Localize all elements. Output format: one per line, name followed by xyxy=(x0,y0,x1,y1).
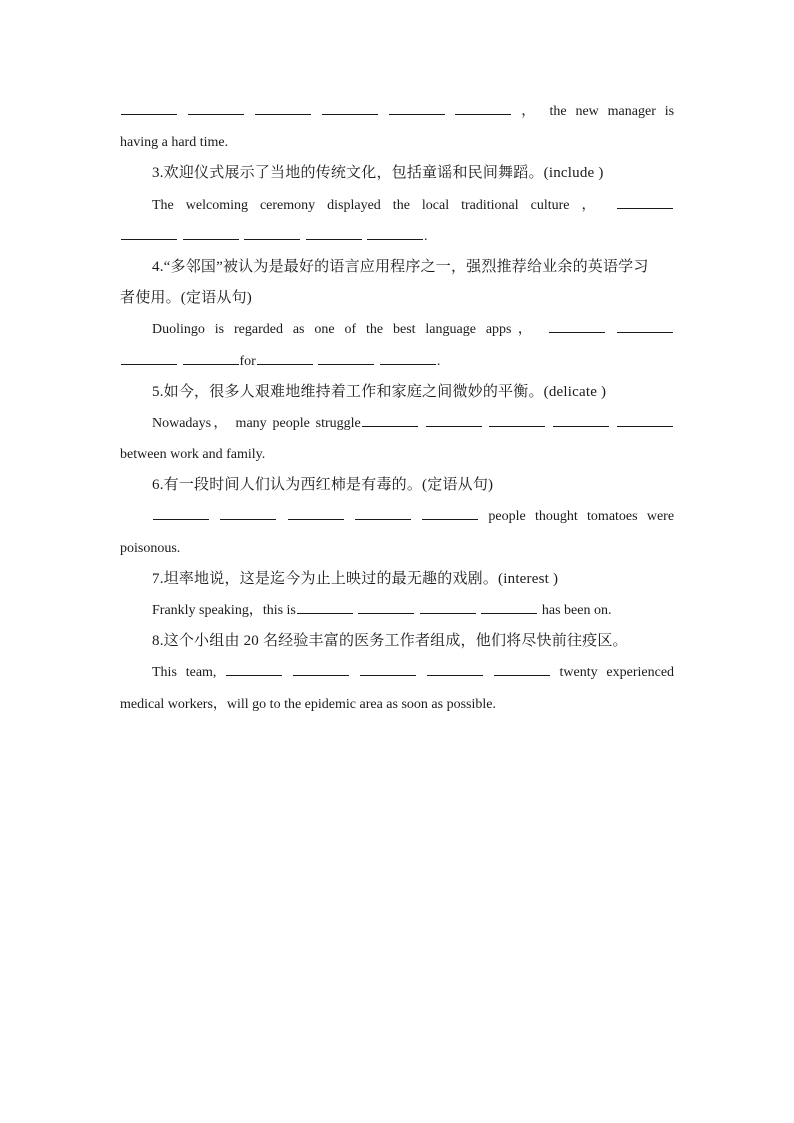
answer-blank[interactable] xyxy=(121,238,177,240)
answer-blank[interactable] xyxy=(427,674,483,676)
q2-answer-line xyxy=(120,96,674,127)
sentence-text: Frankly speaking，this is xyxy=(152,603,296,618)
answer-blank[interactable] xyxy=(420,612,476,614)
q4-answer-line xyxy=(120,314,674,345)
q6-answer-line xyxy=(120,501,674,532)
q3-answer-line xyxy=(120,190,674,221)
q4-answer-line-2 xyxy=(120,346,674,377)
sentence-comma: ， xyxy=(521,104,541,119)
q5-prompt: 5.如今，很多人艰难地维持着工作和家庭之间微妙的平衡。(delicate ) xyxy=(152,383,607,400)
answer-blank[interactable] xyxy=(489,425,545,427)
answer-blank[interactable] xyxy=(257,363,313,365)
answer-blank[interactable] xyxy=(617,425,673,427)
sentence-text: for xyxy=(239,353,256,369)
answer-blank[interactable] xyxy=(355,518,411,520)
sentence-text: Duolingo is regarded as one of the best language apps， xyxy=(152,322,539,338)
q7-answer-line xyxy=(120,595,674,626)
answer-blank[interactable] xyxy=(244,238,300,240)
answer-blank[interactable] xyxy=(481,612,537,614)
q3-prompt: 3.欢迎仪式展示了当地的传统文化，包括童谣和民间舞蹈。(include ) xyxy=(152,165,604,182)
answer-blank[interactable] xyxy=(297,612,353,614)
sentence-period: . xyxy=(424,228,428,244)
answer-blank[interactable] xyxy=(362,425,418,427)
sentence-text: poisonous. xyxy=(120,540,181,556)
answer-blank[interactable] xyxy=(455,113,511,115)
q2-answer-line-2 xyxy=(120,127,674,158)
answer-blank[interactable] xyxy=(153,518,209,520)
sentence-text: twenty experienced xyxy=(559,665,675,681)
q5-answer-line-2 xyxy=(120,439,674,470)
sentence-text: has been on. xyxy=(541,603,612,618)
answer-blank[interactable] xyxy=(226,674,282,676)
sentence-text: between work and family. xyxy=(120,447,266,463)
answer-blank[interactable] xyxy=(380,363,436,365)
answer-blank[interactable] xyxy=(255,113,311,115)
sentence-text: Nowadays， many people struggle xyxy=(152,415,361,431)
answer-blank[interactable] xyxy=(426,425,482,427)
sentence-text: medical workers，will go to the epidemic area as soon as possible. xyxy=(120,696,496,712)
answer-blank[interactable] xyxy=(183,363,239,365)
answer-blank[interactable] xyxy=(617,207,673,209)
answer-blank[interactable] xyxy=(188,113,244,115)
q6-answer-line-2 xyxy=(120,533,674,564)
sentence-text: people thought tomatoes were xyxy=(488,509,675,525)
sentence-text: having a hard time. xyxy=(120,135,229,151)
q4-prompt-line-1: 4.“多邻国”被认为是最好的语言应用程序之一，强烈推荐给业余的英语学习 xyxy=(152,258,649,275)
q8-answer-line-2 xyxy=(120,689,674,720)
sentence-period: . xyxy=(436,353,441,369)
answer-blank[interactable] xyxy=(422,518,478,520)
sentence-text: This team, xyxy=(152,665,217,681)
q5-answer-line xyxy=(120,408,674,439)
answer-blank[interactable] xyxy=(549,331,605,333)
answer-blank[interactable] xyxy=(617,331,673,333)
q6-prompt: 6.有一段时间人们认为西红柿是有毒的。(定语从句) xyxy=(152,477,494,494)
q4-prompt-line-2: 者使用。(定语从句) xyxy=(120,290,252,307)
q8-answer-line xyxy=(120,657,674,688)
answer-blank[interactable] xyxy=(358,612,414,614)
answer-blank[interactable] xyxy=(389,113,445,115)
answer-blank[interactable] xyxy=(494,674,550,676)
answer-blank[interactable] xyxy=(306,238,362,240)
answer-blank[interactable] xyxy=(360,674,416,676)
sentence-text: The welcoming ceremony displayed the local traditional culture ， xyxy=(152,197,604,213)
answer-blank[interactable] xyxy=(322,113,378,115)
exercise-content xyxy=(120,96,674,720)
answer-blank[interactable] xyxy=(293,674,349,676)
answer-blank[interactable] xyxy=(367,238,423,240)
q3-answer-line-2 xyxy=(120,221,674,252)
answer-blank[interactable] xyxy=(318,363,374,365)
q7-prompt: 7.坦率地说，这是迄今为止上映过的最无趣的戏剧。(interest ) xyxy=(152,570,559,587)
answer-blank[interactable] xyxy=(121,113,177,115)
answer-blank[interactable] xyxy=(121,363,177,365)
answer-blank[interactable] xyxy=(183,238,239,240)
answer-blank[interactable] xyxy=(220,518,276,520)
q8-prompt: 8.这个小组由 20 名经验丰富的医务工作者组成，他们将尽快前往疫区。 xyxy=(152,633,628,650)
answer-blank[interactable] xyxy=(553,425,609,427)
sentence-text: the new manager is xyxy=(549,104,675,119)
answer-blank[interactable] xyxy=(288,518,344,520)
